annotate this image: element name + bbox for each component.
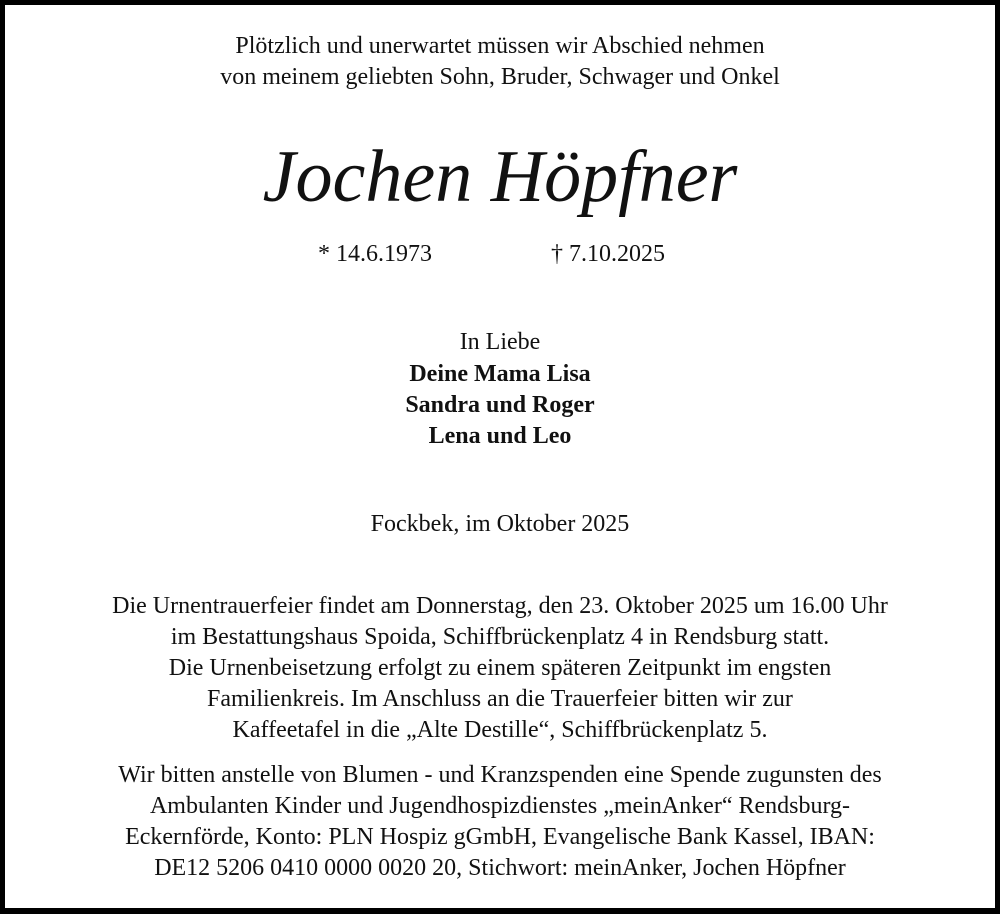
birth-date: * 14.6.1973 — [318, 241, 432, 267]
donation-line: Wir bitten anstelle von Blumen - und Kranzspenden eine Spende zugunsten des — [118, 762, 882, 788]
donation-line: Eckernförde, Konto: PLN Hospiz gGmbH, Evangelische Bank Kassel, IBAN: — [125, 824, 875, 850]
ceremony-line: Die Urnentrauerfeier findet am Donnerstag, den 23. Oktober 2025 um 16.00 Uhr — [112, 593, 888, 619]
ceremony-line: Die Urnenbeisetzung erfolgt zu einem späteren Zeitpunkt im engsten — [168, 655, 832, 681]
obituary-notice — [5, 5, 995, 908]
deceased-name: Jochen Höpfner — [262, 136, 738, 218]
mourner-name: Sandra und Roger — [405, 392, 595, 418]
mourners-heading: In Liebe — [459, 329, 541, 355]
place-date: Fockbek, im Oktober 2025 — [370, 511, 630, 537]
death-date: † 7.10.2025 — [551, 241, 665, 267]
donation-line: DE12 5206 0410 0000 0020 20, Stichwort: meinAnker, Jochen Höpfner — [154, 855, 846, 881]
intro-line-1: Plötzlich und unerwartet müssen wir Abschied nehmen — [235, 33, 765, 59]
mourner-name: Deine Mama Lisa — [409, 361, 591, 387]
ceremony-line: im Bestattungshaus Spoida, Schiffbrückenplatz 4 in Rendsburg statt. — [170, 624, 830, 650]
intro-line-2: von meinem geliebten Sohn, Bruder, Schwager und Onkel — [220, 64, 780, 90]
mourner-name: Lena und Leo — [428, 423, 572, 449]
ceremony-line: Familienkreis. Im Anschluss an die Trauerfeier bitten wir zur — [207, 686, 793, 712]
life-dates — [5, 241, 995, 271]
ceremony-line: Kaffeetafel in die „Alte Destille“, Schiffbrückenplatz 5. — [232, 717, 768, 743]
donation-line: Ambulanten Kinder und Jugendhospizdienstes „meinAnker“ Rendsburg- — [149, 793, 851, 819]
